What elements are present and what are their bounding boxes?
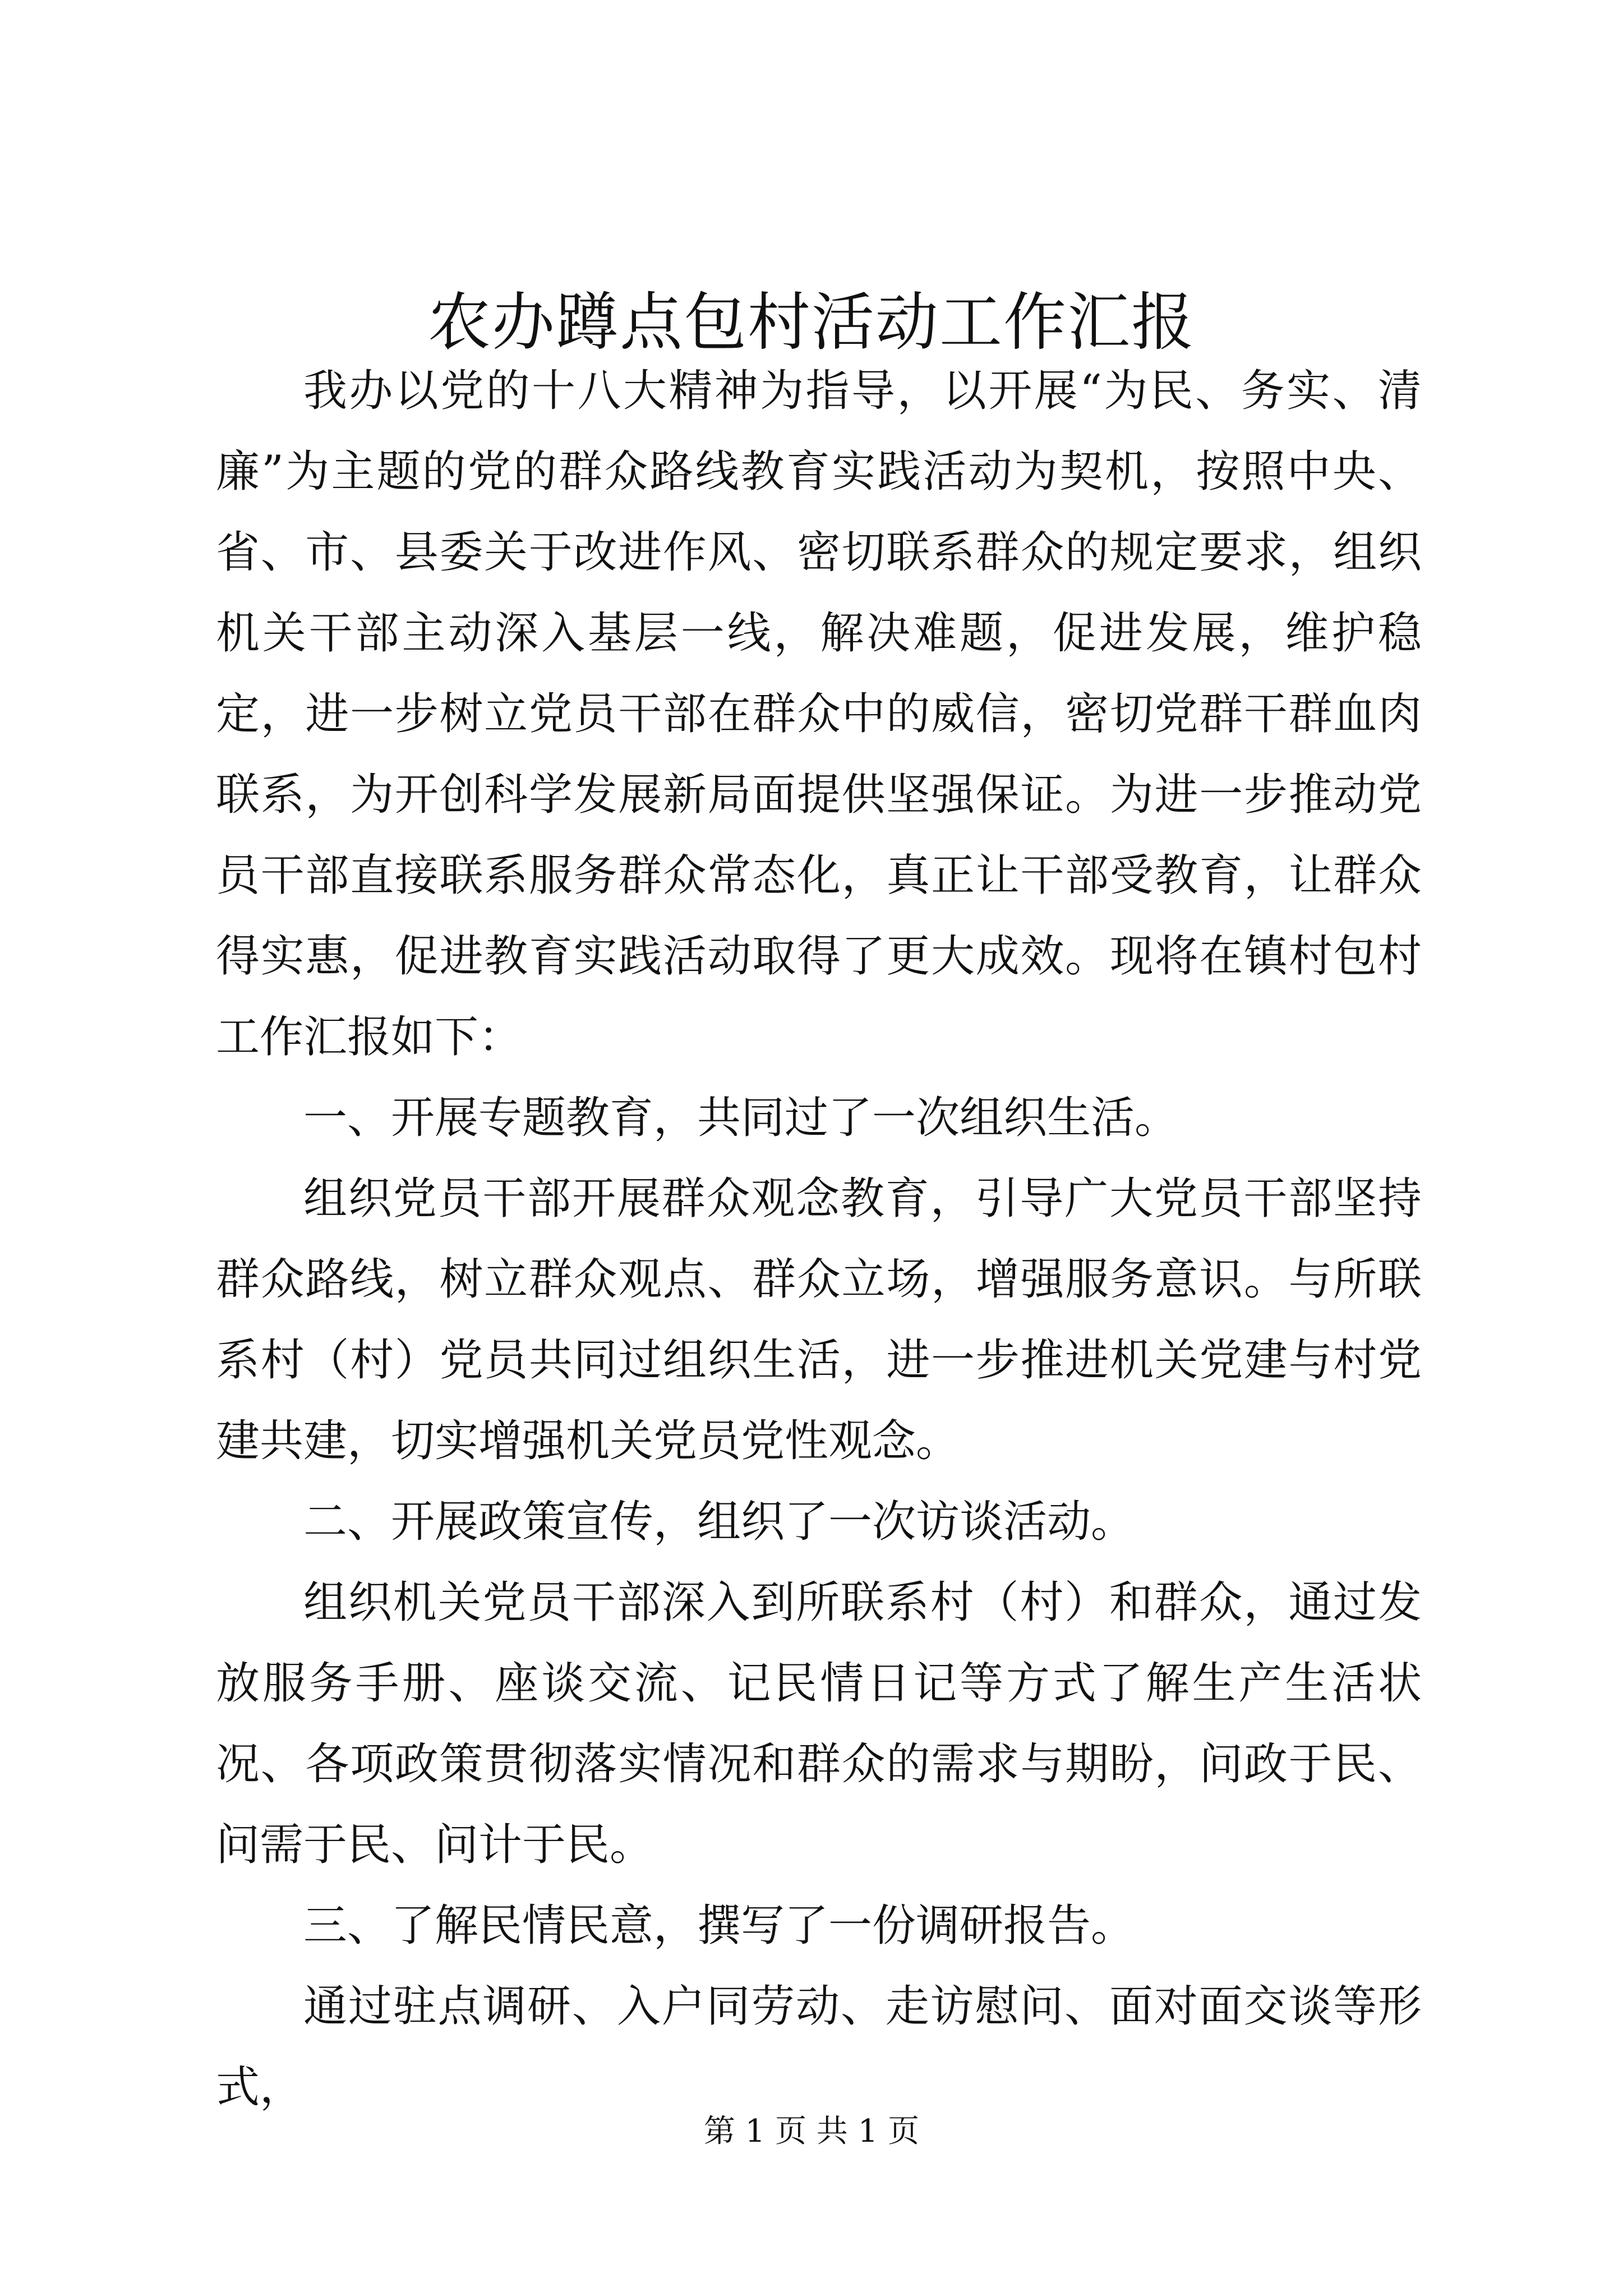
paragraph-section-3: 通过驻点调研、入户同劳动、走访慰问、面对面交谈等形式， — [216, 1981, 1422, 2113]
heading-section-1: 一、开展专题教育，共同过了一次组织生活。 — [303, 1093, 1179, 1143]
page-footer: 第 1 页 共 1 页 — [703, 2113, 920, 2150]
paragraph-section-2: 组织机关党员干部深入到所联系村（村）和群众，通过发放服务手册、座谈交流、记民情日记等方式了解生产生活状况、各项政策贯彻落实情况和群众的需求与期盼，问政于民、问需于民、问计于民。 — [216, 1577, 1422, 1870]
heading-section-3: 三、了解民情民意，撰写了一份调研报告。 — [303, 1901, 1135, 1951]
paragraph-intro: 我办以党的十八大精神为指导，以开展“为民、务实、清廉”为主题的党的群众路线教育实践活动为契机，按照中央、省、市、县委关于改进作风、密切联系群众的规定要求，组织机关干部主动深入基层一线，解决难题，促进发展，维护稳定，进一步树立党员干部在群众中的威信，密切党群干群血肉联系，为开创科学发展新局面提供坚强保证。为进一步推动党员干部直接联系服务群众常态化，真正让干部受教育，让群众得实惠，促进教育实践活动取得了更大成效。现将在镇村包村工作汇报如下： — [216, 366, 1422, 1062]
document-body — [216, 351, 1422, 2128]
paragraph-section-1: 组织党员干部开展群众观念教育，引导广大党员干部坚持群众路线，树立群众观点、群众立场，增强服务意识。与所联系村（村）党员共同过组织生活，进一步推进机关党建与村党建共建，切实增强机关党员党性观念。 — [216, 1174, 1422, 1466]
document-title: 农办蹲点包村活动工作汇报 — [428, 286, 1195, 359]
heading-section-2: 二、开展政策宣传，组织了一次访谈活动。 — [303, 1497, 1135, 1547]
